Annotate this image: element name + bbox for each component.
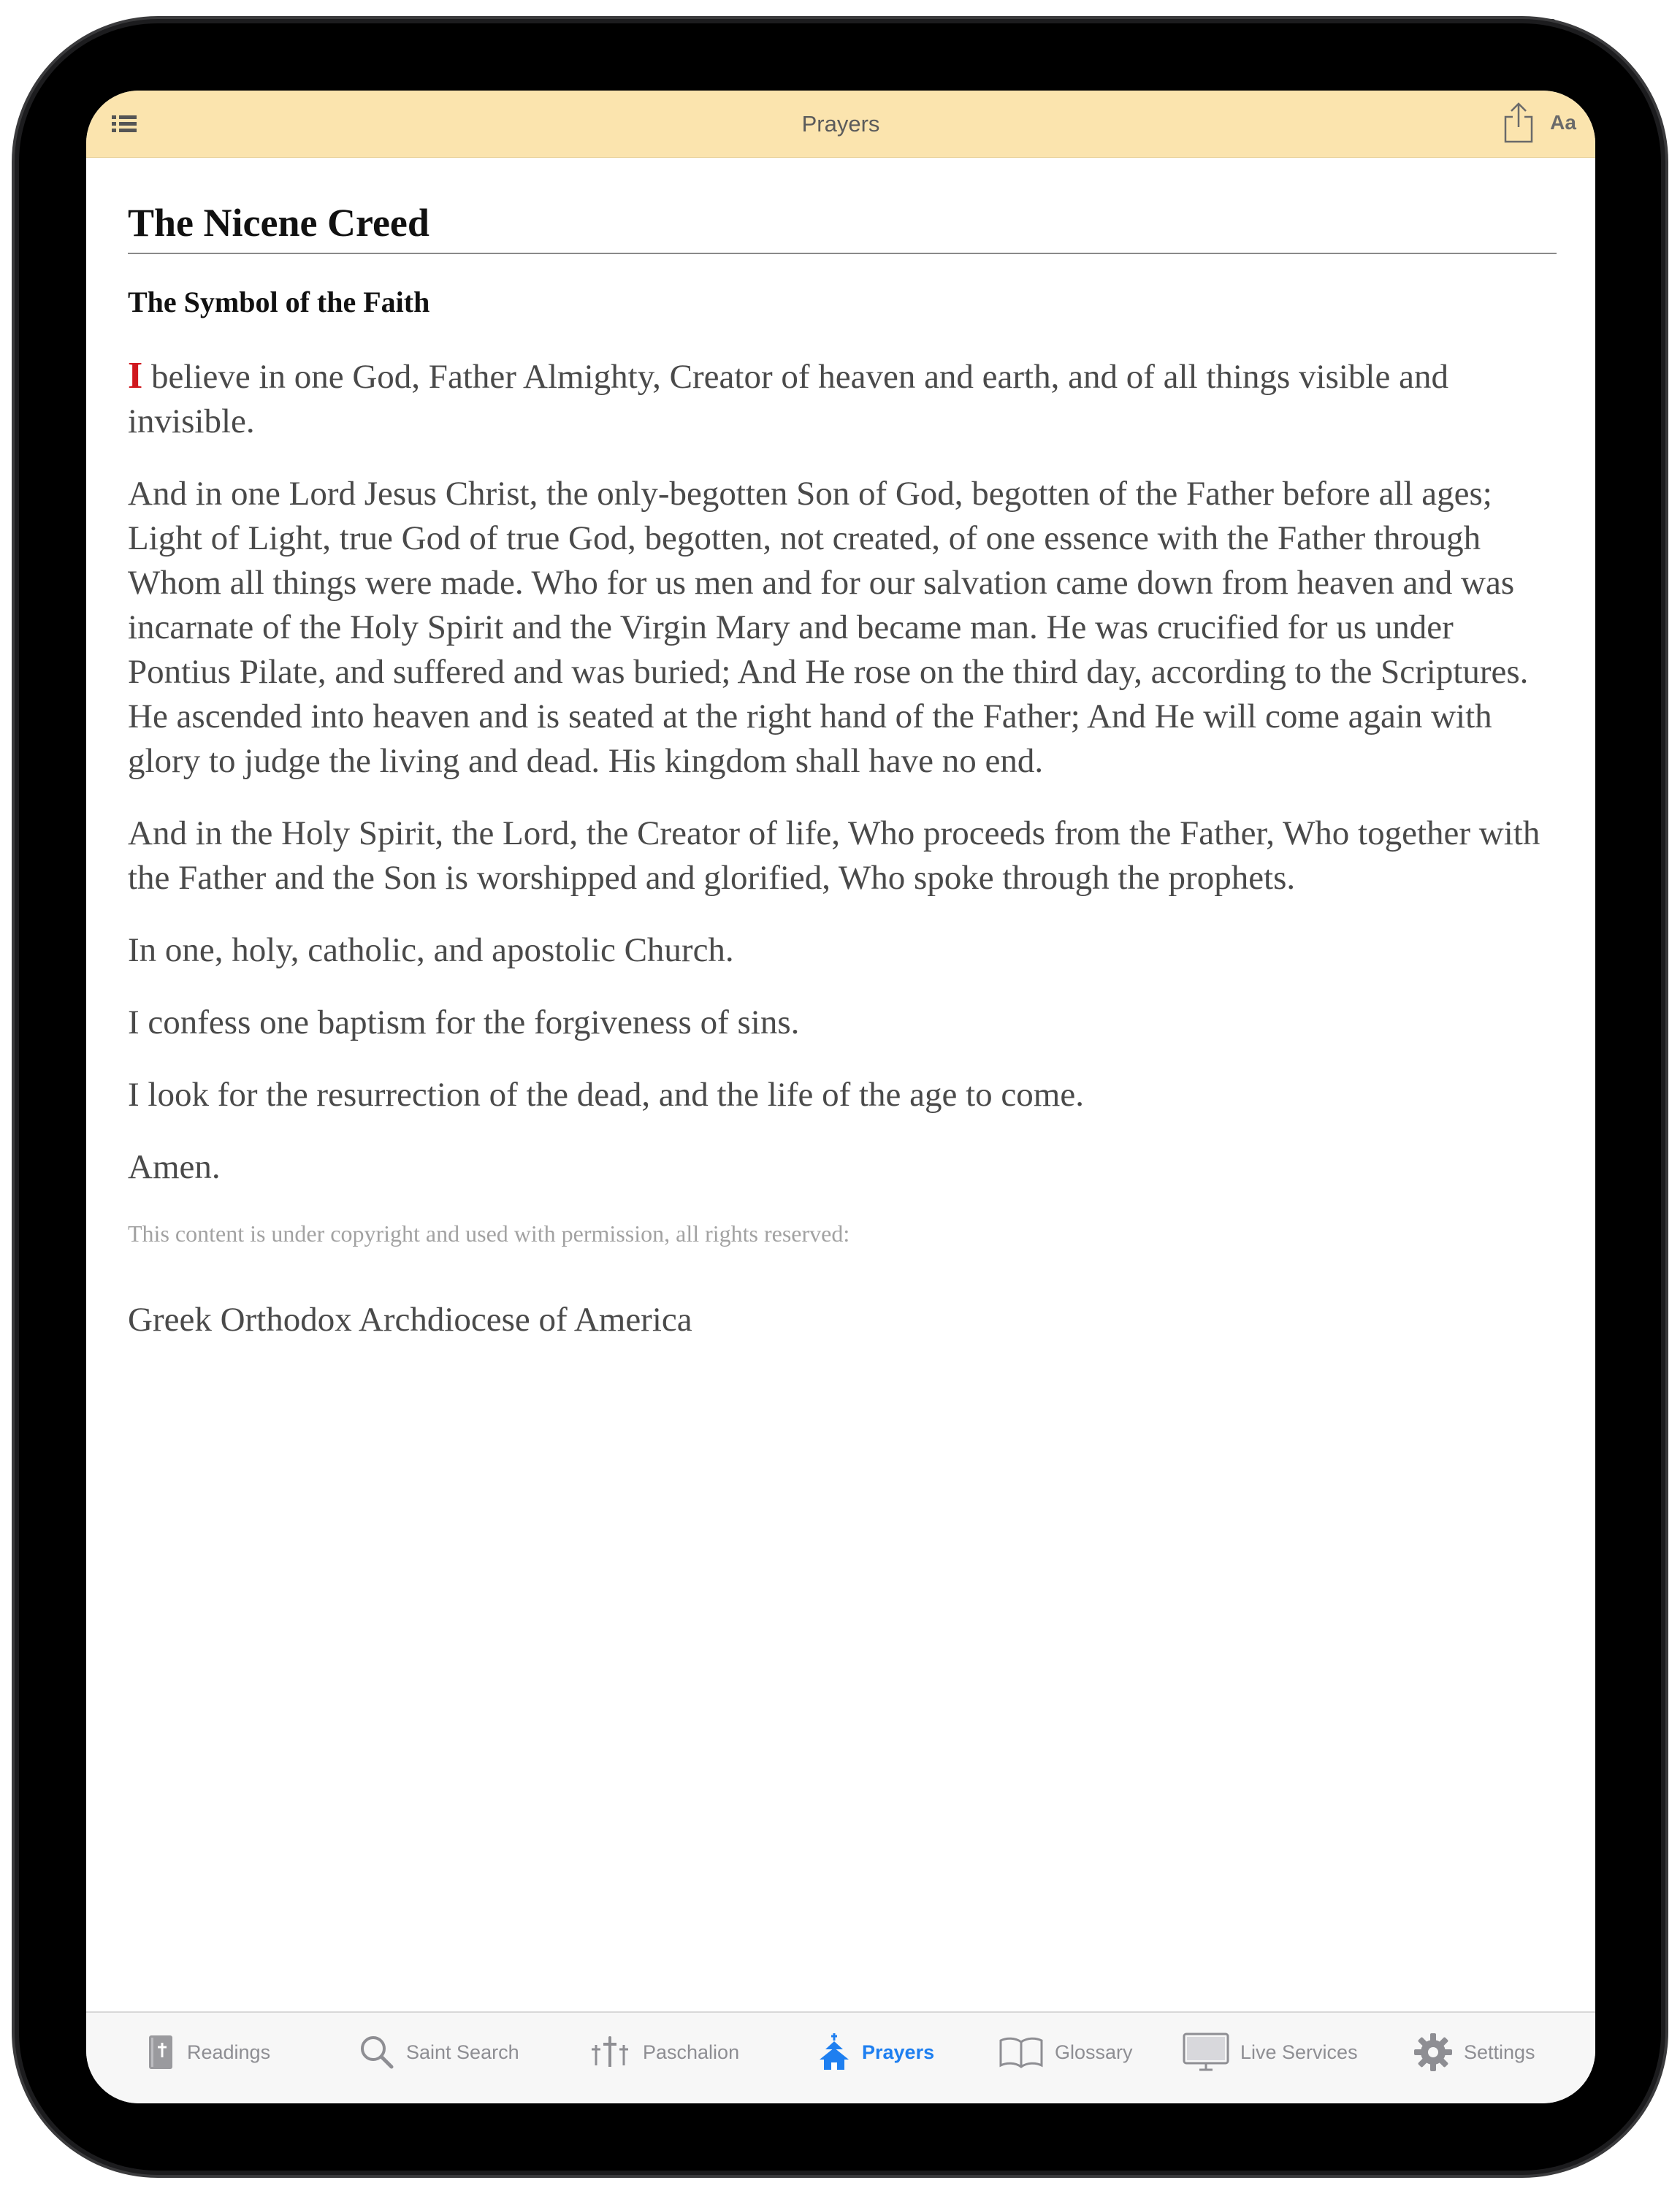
tab-settings[interactable] — [1413, 2013, 1535, 2092]
crosses-icon — [587, 2033, 633, 2071]
tab-label: Settings — [1464, 2041, 1535, 2063]
paragraph-2: And in one Lord Jesus Christ, the only-begotten Son of God, begotten of the Father before all ages; Light of Light, true God of true God, begotten, not created, of one essence with the Father through Whom all things were made. Who for us men and for our salvation came down from heaven and was incarnate of the Holy Spirit and the Virgin Mary and became man. He was crucified for us under Pontius Pilate, and suffered and was buried; And He rose on the third day, according to the Scriptures. He ascended into heaven and is seated at the right hand of the Father; And He will come again with glory to judge the living and dead. His kingdom shall have no end. — [128, 475, 1529, 780]
paragraph-3: And in the Holy Spirit, the Lord, the Creator of life, Who proceeds from the Father, Who together with the Father and the Son is worshipped and glorified, Who spoke through the prophets. — [128, 814, 1540, 897]
tab-prayers[interactable] — [817, 2013, 934, 2092]
paragraph-7: Amen. — [128, 1148, 221, 1186]
app-screen — [86, 91, 1595, 2103]
drop-letter: I — [128, 355, 143, 397]
source-attribution: Greek Orthodox Archdiocese of America — [128, 1301, 692, 1339]
page-title: Prayers — [801, 111, 880, 137]
document-subtitle: The Symbol of the Faith — [128, 286, 430, 318]
tab-label: Readings — [187, 2041, 271, 2063]
tab-label: Paschalion — [643, 2041, 740, 2063]
tab-label: Live Services — [1240, 2041, 1358, 2063]
church-icon — [817, 2032, 852, 2073]
font-size-button[interactable]: Aa — [1550, 111, 1576, 134]
paragraph-1 — [128, 353, 1557, 444]
tab-label: Glossary — [1055, 2041, 1133, 2063]
search-icon — [358, 2033, 396, 2071]
copyright-notice: This content is under copyright and used with permission, all rights reserved: — [128, 1220, 850, 1247]
volume-up-button — [1661, 146, 1667, 241]
navigation-bar — [86, 91, 1595, 158]
tab-label: Saint Search — [406, 2041, 519, 2063]
prayer-content — [128, 158, 1557, 1342]
tab-readings[interactable] — [145, 2013, 270, 2092]
gear-icon — [1413, 2032, 1454, 2073]
tab-live-services[interactable] — [1182, 2013, 1358, 2092]
share-icon[interactable] — [1500, 101, 1537, 145]
paragraph-5: I confess one baptism for the forgiveness of sins. — [128, 1003, 800, 1041]
document-title: The Nicene Creed — [128, 199, 1557, 254]
book-icon — [998, 2035, 1045, 2070]
tab-saint-search[interactable] — [358, 2013, 519, 2092]
paragraph-4: In one, holy, catholic, and apostolic Church. — [128, 931, 734, 969]
volume-down-button — [1661, 252, 1667, 347]
paragraph-6: I look for the resurrection of the dead, and the life of the age to come. — [128, 1076, 1084, 1114]
paragraph-text: believe in one God, Father Almighty, Creator of heaven and earth, and of all things visible and invisible. — [128, 358, 1448, 440]
monitor-icon — [1182, 2032, 1230, 2073]
tab-label: Prayers — [862, 2041, 935, 2063]
tab-glossary[interactable] — [998, 2013, 1133, 2092]
tab-paschalion[interactable] — [587, 2013, 739, 2092]
bible-icon — [145, 2033, 177, 2071]
